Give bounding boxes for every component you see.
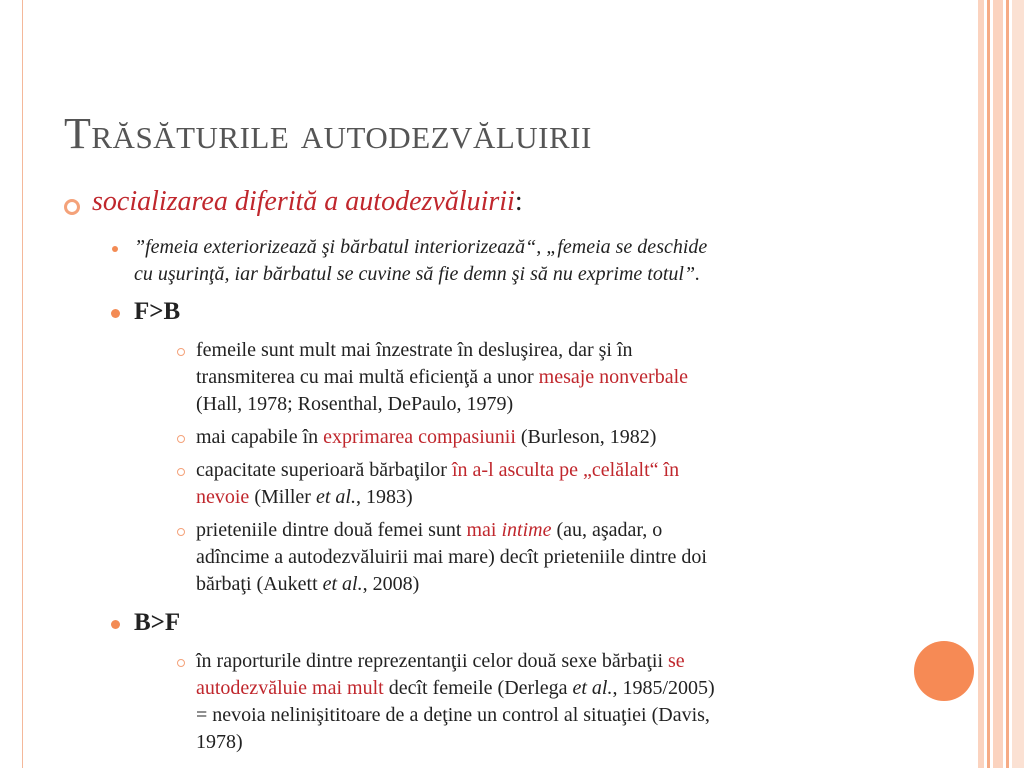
fb-item4-line1: prieteniile dintre două femei sunt mai intime (au, aşadar, o — [196, 519, 663, 541]
bf-item1-line3: = nevoia nelinişititoare de a deţine un control al situaţiei (Davis, — [196, 704, 710, 726]
fb-item1-line2: transmiterea cu mai multă eficienţă a unor mesaje nonverbale — [196, 366, 689, 388]
ring-bullet-icon — [177, 659, 185, 667]
dot-bullet-icon — [112, 246, 118, 252]
dot-bullet-icon — [111, 620, 120, 629]
ring-bullet-icon — [177, 468, 185, 476]
ring-bullet-icon — [177, 348, 185, 356]
fb-item3-line2: nevoie (Miller et al., 1983) — [196, 486, 413, 508]
quote-line-1: ”femeia exteriorizează şi bărbatul interiorizează“, „femeia se deschide — [134, 236, 708, 258]
quote-line-2: cu uşurinţă, iar bărbatul se cuvine să fie demn şi să nu exprime totul”. — [134, 263, 701, 285]
dot-bullet-icon — [111, 309, 120, 318]
bf-item1-line2: autodezvăluie mai mult decît femeile (Derlega et al., 1985/2005) — [196, 677, 715, 699]
fb-item1-line3: (Hall, 1978; Rosenthal, DePaulo, 1979) — [196, 393, 514, 415]
bf-item1-line1: în raporturile dintre reprezentanţii celor două sexe bărbaţii se — [196, 650, 685, 672]
ring-bullet-icon — [64, 199, 80, 215]
slide-title: Trăsăturile autodezvăluirii — [64, 109, 592, 158]
main-heading: socializarea diferită a autodezvăluirii: — [92, 186, 523, 217]
fb-item1-line1: femeile sunt mult mai înzestrate în desluşirea, dar şi în — [196, 339, 633, 361]
fb-item4-line3: bărbaţi (Aukett et al., 2008) — [196, 573, 420, 595]
ring-bullet-icon — [177, 435, 185, 443]
fb-label: F>B — [134, 298, 181, 325]
fb-item4-line2: adîncime a autodezvăluirii mai mare) decît prieteniile dintre doi — [196, 546, 707, 568]
bf-label: B>F — [134, 609, 181, 636]
bf-item1-line4: 1978) — [196, 731, 243, 753]
fb-item3-line1: capacitate superioară bărbaţilor în a-l asculta pe „celălalt“ în — [196, 459, 680, 481]
ring-bullet-icon — [177, 528, 185, 536]
fb-item2: mai capabile în exprimarea compasiunii (Burleson, 1982) — [196, 426, 657, 448]
